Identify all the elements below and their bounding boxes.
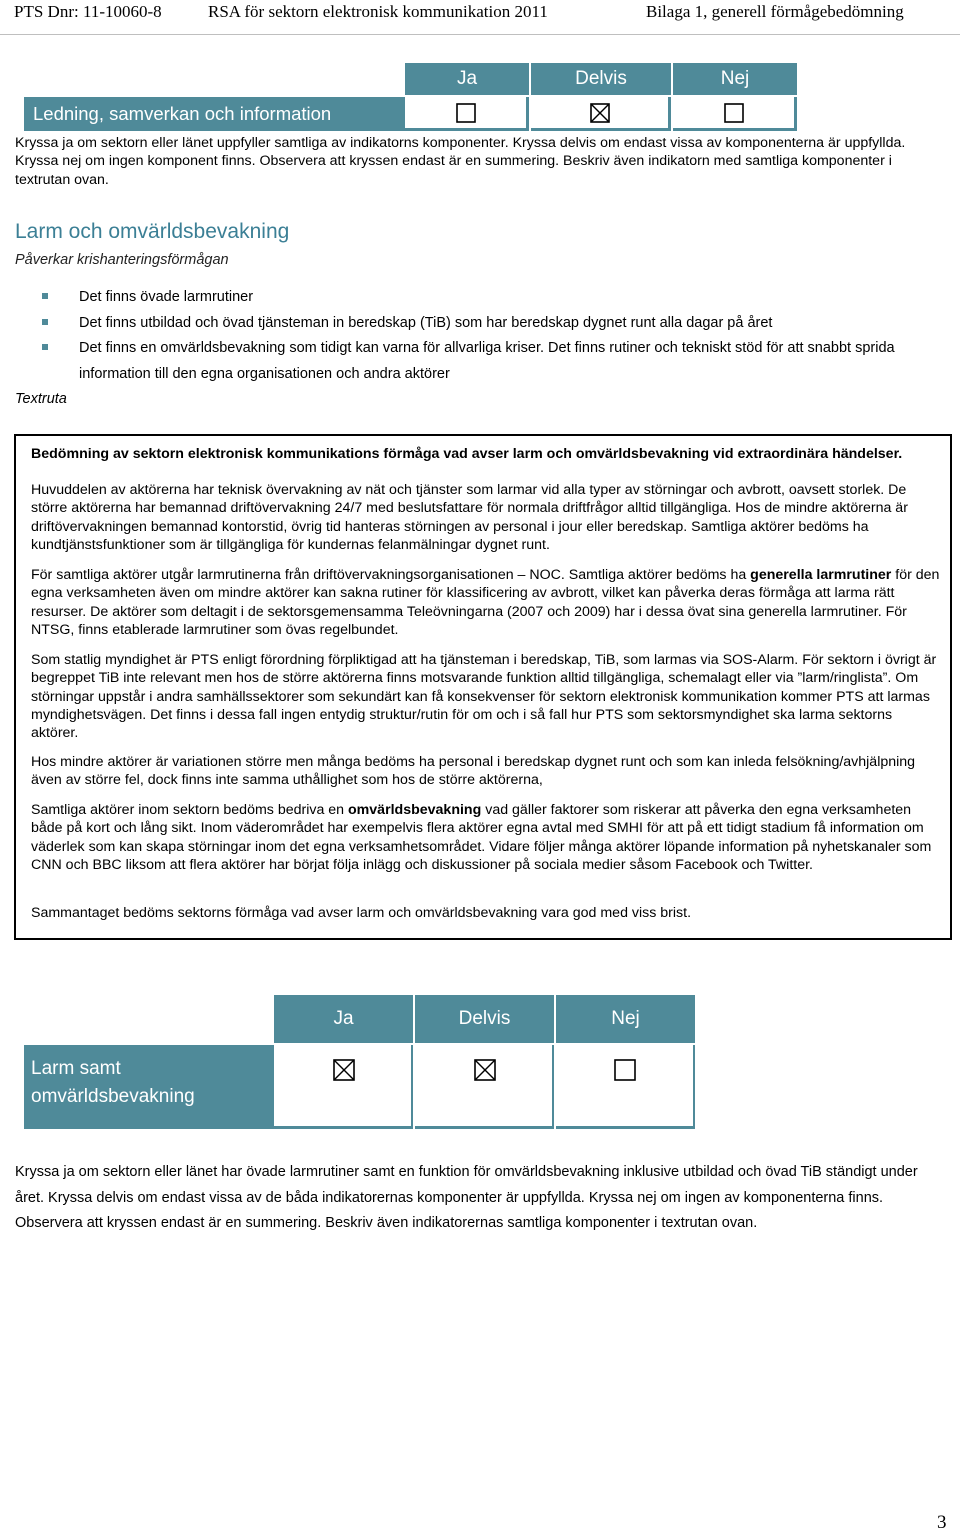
checked-box-icon: [474, 1059, 496, 1081]
text-run: För samtliga aktörer utgår larmrutinerna från driftövervakningsorganisationen – NOC. Samtliga aktörer bedöms ha: [31, 567, 751, 583]
header-divider: [0, 34, 960, 35]
column-header-nej: Nej: [556, 995, 695, 1043]
text-run: för den egna verksamheten även om mindre aktörer kan sakna rutiner för klassificering av avbrott, vilket kan påverka deras förmåga att larma rätt resurser. De aktörer som deltagit i de sektorsgemensamma Teleövningarna (2007 och 2009) har i dessa övat sina generella larmrutiner. För NTSG, finns etablerade larmrutiner som övas regelbundet.: [31, 567, 940, 638]
header-doc-title: RSA för sektorn elektronisk kommunikation 2011: [208, 2, 548, 21]
page-header: [0, 0, 960, 34]
instruction-text-2: Kryssa ja om sektorn eller länet har övade larmrutiner samt en funktion för omvärldsbevakning inklusive utbildad och övad TiB ständigt under året. Kryssa delvis om endast vissa av de båda indikatorernas komponenter är uppfyllda. Kryssa nej om ingen av komponenterna finns. Observera att kryssen endast är en summering. Beskriv även indikatorernas samtliga komponenter i textrutan ovan.: [15, 1164, 918, 1231]
checkbox-cell-delvis[interactable]: [531, 97, 671, 131]
assessment-paragraph-6: Sammantaget bedöms sektorns förmåga vad avser larm och omvärldsbevakning vara god med viss brist.: [31, 905, 692, 921]
table-row-label: [24, 1045, 274, 1129]
checkbox-cell-nej[interactable]: [673, 97, 797, 131]
text-run: Samtliga aktörer inom sektorn bedöms bedriva en: [31, 802, 349, 818]
column-header-ja: Ja: [405, 63, 529, 95]
assessment-paragraph-1: Huvuddelen av aktörerna har teknisk övervakning av nät och tjänster som larmar vid alla typer av störningar och avbrott, oavsett storlek. De större aktörerna har bemannad driftövervakning 24/7 med beslutsfattare för normala driftfrågor alltid tillgängliga. Hos de mindre aktörerna är driftövervakningen bemannad kontorstid, övrig tid hanteras störningen av personal i jour eller beredskap. Samtliga aktörer bedöms ha kundtjänstsfunktioner som är tillgängliga för kundernas felanmälningar dygnet runt.: [31, 482, 908, 553]
section-title: Larm och omvärldsbevakning: [15, 220, 290, 243]
assessment-paragraph-2: [31, 566, 941, 639]
indicator-text: Det finns utbildad och övad tjänsteman in beredskap (TiB) som har beredskap dygnet runt alla dagar på året: [79, 315, 773, 331]
page-number: 3: [937, 1512, 947, 1533]
assessment-paragraph-3: Som statlig myndighet är PTS enligt förordning förpliktigad att ha tjänsteman i beredskap, TiB, som larmas via SOS-Alarm. För sektorn i övrigt är begreppet TiB inte relevant men hos de större aktörerna finns motsvarande funktion alltid tillgängliga, schemalagt eller via ”larm/ringlista”. Om störningar uppstår i andra samhällssektorer som sekundärt kan få konsekvenser för sektorn elektronisk kommunikation kommer PTS att larmas myndighetsvägen. Det finns i dessa fall ingen entydig struktur/rutin för om och i så fall hur PTS som sektorsmyndighet ska larma sektorns aktörer.: [31, 652, 937, 742]
instruction-text-1: Kryssa ja om sektorn eller länet uppfyller samtliga av indikatorns komponenter. Kryssa delvis om endast vissa av komponenterna är uppfyllda. Kryssa nej om ingen komponent finns. Observera att kryssen endast är en summering. Beskriv även indikatorn med samtliga komponenter i textrutan ovan.: [15, 135, 906, 188]
bullet-icon: [42, 293, 48, 299]
indicator-item: [42, 336, 942, 388]
column-header-delvis: Delvis: [531, 63, 671, 95]
unchecked-box-icon: [724, 103, 744, 123]
row-label-line: Larm samt: [31, 1058, 121, 1079]
assessment-paragraph-5: [31, 801, 941, 874]
checked-box-icon: [333, 1059, 355, 1081]
unchecked-box-icon: [456, 103, 476, 123]
assessment-paragraph-4: Hos mindre aktörer är variationen större men många bedöms ha personal i beredskap dygnet runt och som kan inleda felsökning/avhjälpning även av större fel, dock finns inte samma uthållighet som hos de större aktörerna,: [31, 754, 916, 789]
row-label-line: omvärldsbevakning: [31, 1086, 195, 1107]
column-header-nej: Nej: [673, 63, 797, 95]
header-attachment: Bilaga 1, generell förmågebedömning: [646, 2, 904, 21]
column-header-delvis: Delvis: [415, 995, 554, 1043]
header-doc-number: PTS Dnr: 11-10060-8: [14, 2, 162, 21]
bullet-icon: [42, 319, 48, 325]
checkbox-cell-delvis[interactable]: [415, 1045, 554, 1129]
checkbox-cell-nej[interactable]: [556, 1045, 695, 1129]
checkbox-cell-ja[interactable]: [405, 97, 529, 131]
column-header-ja: Ja: [274, 995, 413, 1043]
indicator-text: Det finns en omvärldsbevakning som tidigt kan varna för allvarliga kriser. Det finns rutiner och tekniskt stöd för att snabbt sprida information till den egna organisationen och andra aktörer: [79, 340, 895, 382]
section-subtitle: Påverkar krishanteringsförmågan: [15, 252, 229, 268]
textbox-label: Textruta: [15, 391, 67, 407]
indicator-text: Det finns övade larmrutiner: [79, 289, 254, 305]
indicator-item: [42, 311, 942, 337]
table-row-label: Ledning, samverkan och information: [24, 97, 405, 131]
unchecked-box-icon: [614, 1059, 636, 1081]
bold-text-run: generella larmrutiner: [750, 567, 892, 583]
checkbox-cell-ja[interactable]: [274, 1045, 413, 1129]
bullet-icon: [42, 344, 48, 350]
bold-text-run: omvärldsbevakning: [348, 802, 482, 818]
checked-box-icon: [590, 103, 610, 123]
indicator-item: [42, 285, 942, 311]
assessment-textbox: [14, 434, 952, 940]
assessment-heading: Bedömning av sektorn elektronisk kommunikations förmåga vad avser larm och omvärldsbevakning vid extraordinära händelser.: [31, 446, 903, 462]
text-run: vad gäller faktorer som riskerar att påverka den egna verksamheten både på kort och lång sikt. Inom väderområdet har exempelvis flera aktörer egna avtal med SMHI för att på ett tidigt stadium få information om väderlek som kan skapa störningar inom det egna verksamhetsområdet. Vidare följer många aktörer löpande information på nyhetskanaler som CNN och BBC liksom att flera aktörer har börjat följa inlägg och diskussioner på sociala medier såsom Facebook och Twitter.: [31, 802, 932, 873]
